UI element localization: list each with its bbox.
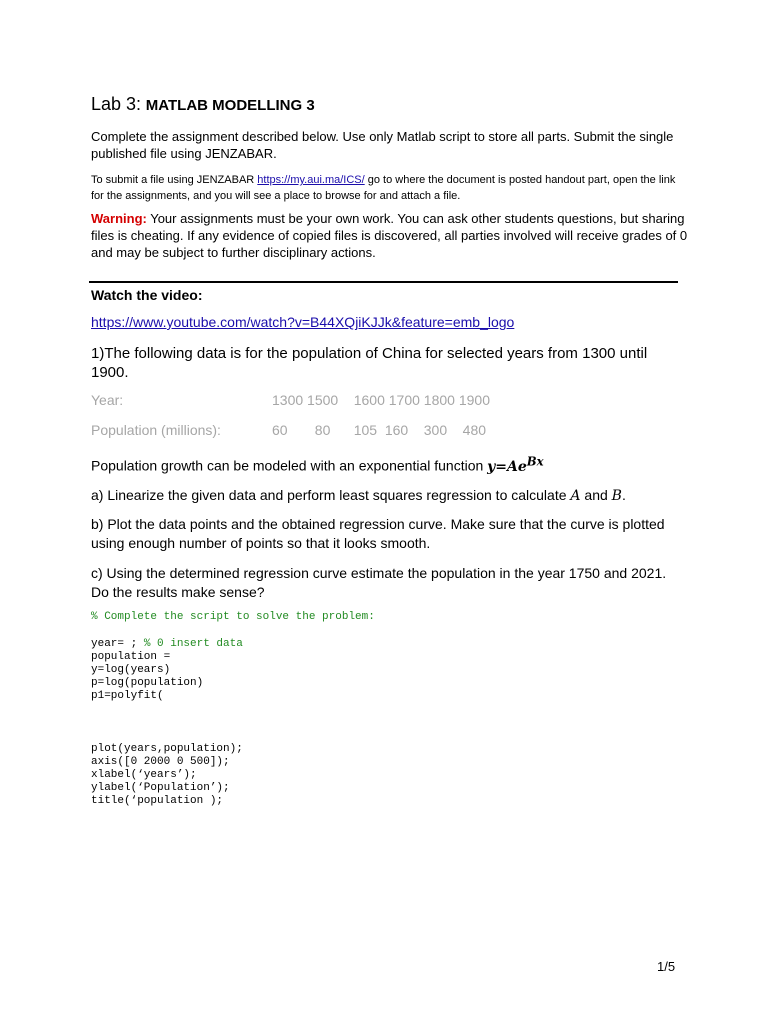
ics-link[interactable]: https://my.aui.ma/ICS/ bbox=[257, 174, 365, 186]
warning-paragraph: Warning: Your assignments must be your own work. You can ask other students questions, but sharing files is cheating. If any evidence of copied files is discovered, all parties involved will receive grades of 0 and may be subject to further disciplinary actions. bbox=[91, 211, 688, 260]
section-divider bbox=[89, 281, 678, 283]
question-1: 1)The following data is for the population of China for selected years from 1300 until 1900. bbox=[91, 345, 648, 381]
page-number: 1/5 bbox=[657, 959, 676, 974]
part-b: b) Plot the data points and the obtained regression curve. Make sure that the curve is plotted using enough number of points so that it looks smooth. bbox=[91, 516, 665, 551]
year-label: Year: bbox=[91, 392, 124, 408]
warning-label: Warning: bbox=[91, 211, 147, 226]
intro-paragraph: Complete the assignment described below. Use only Matlab script to store all parts. Submit the single published file using JENZABAR. bbox=[91, 129, 674, 161]
exponential-equation: $y=Ae^{Bx}$ bbox=[487, 454, 544, 475]
population-label: Population (millions): bbox=[91, 422, 221, 438]
video-link[interactable]: https://www.youtube.com/watch?v=B44XQjiKJJk&feature=emb_logo bbox=[91, 314, 515, 330]
page-title: Lab 3: MATLAB MODELLING 3 bbox=[91, 94, 315, 114]
code-block-2: plot(years,population); axis([0 2000 0 500]); xlabel(‘years’); ylabel(‘Population’); title(‘population ); bbox=[91, 743, 243, 807]
submit-instructions: To submit a file using JENZABAR https://my.aui.ma/ICS/ go to where the document is posted handout part, open the link for the assignments, and you will see a place to browse for and attach a file. bbox=[91, 174, 676, 202]
code-block-1: year= ; % 0 insert data population = y=log(years) p=log(population) p1=polyfit( bbox=[91, 638, 243, 702]
code-comment: % Complete the script to solve the problem: bbox=[91, 611, 375, 623]
part-c: c) Using the determined regression curve estimate the population in the year 1750 and 2021. Do the results make sense? bbox=[91, 565, 667, 600]
year-values: 1300 1500 1600 1700 1800 1900 bbox=[272, 392, 490, 408]
watch-heading: Watch the video: bbox=[91, 287, 203, 303]
part-a: a) Linearize the given data and perform least squares regression to calculate A and B. bbox=[91, 487, 626, 504]
growth-model-text: Population growth can be modeled with an exponential function $y=Ae^{Bx}$ bbox=[91, 454, 544, 475]
population-values: 60 80 105 160 300 480 bbox=[272, 422, 487, 438]
